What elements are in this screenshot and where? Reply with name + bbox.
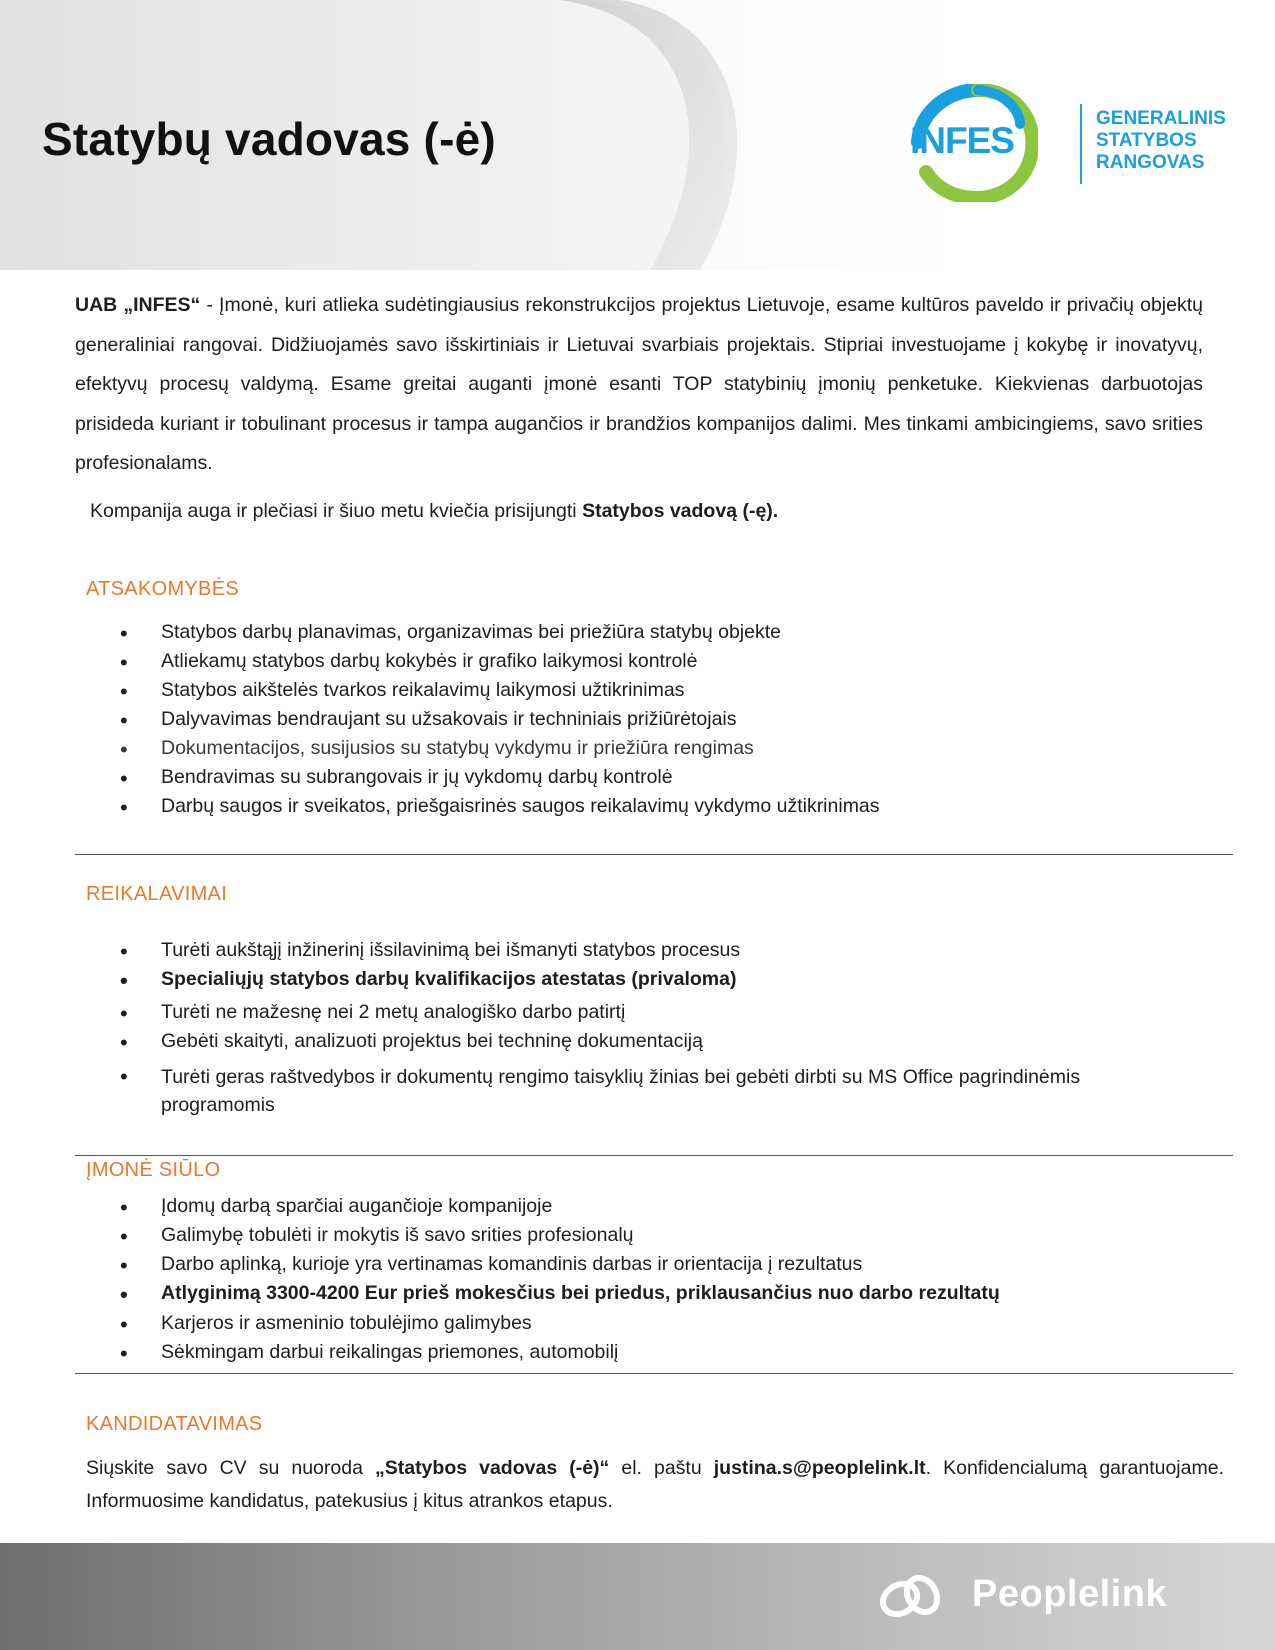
section-divider bbox=[75, 854, 1233, 855]
logo-tagline-line: RANGOVAS bbox=[1096, 152, 1205, 173]
invite-text: Kompanija auga ir plečiasi ir šiuo metu kviečia prisijungti bbox=[90, 500, 583, 522]
list-item: • Darbo aplinką, kurioje yra vertinamas komandinis darbas ir orientacija į rezultatus bbox=[120, 1253, 1220, 1282]
peoplelink-logo-icon bbox=[876, 1565, 948, 1629]
page-title: Statybų vadovas (-ė) bbox=[42, 113, 496, 165]
apply-email-link[interactable]: justina.s@peoplelink.lt bbox=[713, 1457, 926, 1479]
list-item: • Turėti geras raštvedybos ir dokumentų rengimo taisyklių žinias bei gebėti dirbti su MS Office pagrindinėmis programomis bbox=[120, 1063, 1170, 1121]
list-item: • Atlyginimą 3300-4200 Eur prieš mokesčius bei priedus, priklausančius nuo darbo rezultatų bbox=[120, 1282, 1220, 1312]
list-item: • Turėti aukštąjį inžinerinį išsilavinimą bei išmanyti statybos procesus bbox=[120, 939, 1220, 968]
header-banner bbox=[0, 0, 1275, 270]
list-item: • Sėkmingam darbui reikalingas priemones, automobilį bbox=[120, 1341, 1220, 1370]
apply-paragraph bbox=[86, 1452, 1224, 1518]
logo-tagline-line: STATYBOS bbox=[1096, 130, 1197, 151]
apply-text: . Konfidencialumą garantuojame. Informuosime kandidatus, patekusius į kitus atrankos etapus. bbox=[86, 1457, 1224, 1512]
section-divider bbox=[75, 1155, 1233, 1156]
infes-logo-tagline bbox=[1096, 108, 1226, 174]
section-divider bbox=[75, 1373, 1233, 1374]
section-title-apply: KANDIDATAVIMAS bbox=[86, 1413, 263, 1435]
list-item: • Dalyvavimas bendraujant su užsakovais ir techniniais prižiūrėtojais bbox=[120, 708, 1220, 737]
infes-logo-word: INFES bbox=[910, 120, 1014, 161]
list-item: • Darbų saugos ir sveikatos, priešgaisrinės saugos reikalavimų vykdymo užtikrinimas bbox=[120, 795, 1220, 824]
logo-divider bbox=[1080, 104, 1082, 184]
infes-logo bbox=[908, 84, 1238, 202]
list-item: • Turėti ne mažesnę nei 2 metų analogiško darbo patirtį bbox=[120, 1001, 1220, 1030]
section-title-offer: ĮMONĖ SIŪLO bbox=[86, 1159, 221, 1181]
list-item: • Atliekamų statybos darbų kokybės ir grafiko laikymosi kontrolė bbox=[120, 650, 1220, 679]
invite-line bbox=[90, 500, 778, 523]
logo-tagline-line: GENERALINIS bbox=[1096, 108, 1226, 129]
list-item: • Gebėti skaityti, analizuoti projektus bei techninę dokumentaciją bbox=[120, 1030, 1220, 1063]
section-title-requirements: REIKALAVIMAI bbox=[86, 883, 228, 905]
apply-reference: „Statybos vadovas (-ė)“ bbox=[374, 1457, 610, 1479]
footer-banner bbox=[0, 1543, 1275, 1650]
requirements-list bbox=[120, 939, 1220, 1121]
list-item: • Specialiųjų statybos darbų kvalifikacijos atestatas (privaloma) bbox=[120, 968, 1220, 1001]
list-item: • Karjeros ir asmeninio tobulėjimo galimybes bbox=[120, 1312, 1220, 1341]
list-item: • Galimybę tobulėti ir mokytis iš savo srities profesionalų bbox=[120, 1224, 1220, 1253]
peoplelink-logo-text: Peoplelink bbox=[972, 1573, 1168, 1615]
list-item: • Dokumentacijos, susijusios su statybų vykdymu ir priežiūra rengimas bbox=[120, 737, 1220, 766]
section-title-responsibilities: ATSAKOMYBĖS bbox=[86, 578, 239, 600]
list-item: • Statybos aikštelės tvarkos reikalavimų laikymosi užtikrinimas bbox=[120, 679, 1220, 708]
apply-text: el. paštu bbox=[609, 1457, 714, 1479]
apply-text: Siųskite savo CV su nuoroda bbox=[86, 1457, 375, 1479]
intro-text: - Įmonė, kuri atlieka sudėtingiausius rekonstrukcijos projektus Lietuvoje, esame kultūros paveldo ir privačių objektų generaliniai rangovai. Didžiuojamės savo išskirtiniais ir Lietuvai svarbiais projektais. Stipriai investuojame į kokybę ir inovatyvų, efektyvų procesų valdymą. Esame greitai auganti įmonė esanti TOP statybinių įmonių penketuke. Kiekvienas darbuotojas prisideda kuriant ir tobulinant procesus ir tampa augančios ir brandžios kompanijos dalimi. Mes tinkami ambicingiems, savo srities profesionalams. bbox=[75, 294, 1203, 474]
invite-position: Statybos vadovą (-ę). bbox=[582, 500, 779, 522]
company-name: UAB „INFES“ bbox=[75, 294, 201, 316]
list-item: • Bendravimas su subrangovais ir jų vykdomų darbų kontrolė bbox=[120, 766, 1220, 795]
responsibilities-list bbox=[120, 621, 1220, 824]
offer-list bbox=[120, 1195, 1220, 1370]
list-item: • Statybos darbų planavimas, organizavimas bei priežiūra statybų objekte bbox=[120, 621, 1220, 650]
intro-paragraph bbox=[75, 286, 1203, 484]
list-item: • Įdomų darbą sparčiai augančioje kompanijoje bbox=[120, 1195, 1220, 1224]
